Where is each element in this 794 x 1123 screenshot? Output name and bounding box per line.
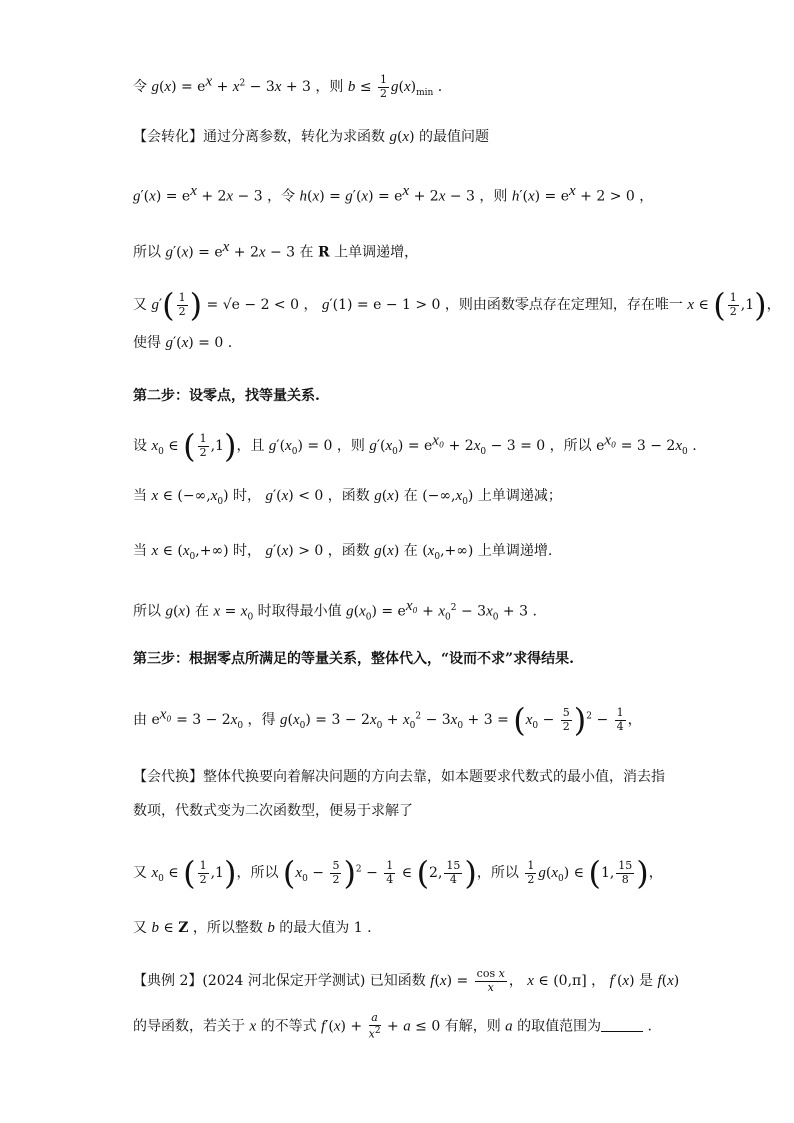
line-4: 所以 $g'(x) = e^x + 2x - 3$ 在 R 上单调递增， [133, 239, 419, 261]
step3-heading: 第三步：根据零点所满足的等量关系，整体代入，“设而不求”求得结果. [133, 651, 574, 667]
line-16: 又 $x_0$ ∈ ( $\frac{1}{2}$ ,1)，所以 ($x_0$ − $\frac{5}{2}$ )$^2$ − $\frac{1}{4}$ ∈ (2, $\frac{15}{4}$ )，所以 $\frac{1}{2}$ $g(x_0)$ ∈ (1, $\frac{15}{8}$ )， [133, 854, 663, 893]
label-hui-zhuanhua: 【会转化】 [133, 129, 203, 145]
line-2: 【会转化】通过分离参数，转化为求函数 g(x) 的最值问题 [133, 129, 490, 145]
line-14: 【会代换】整体代换要向着解决问题的方向去靠，如本题要求代数式的最小值，消去指 [133, 769, 665, 785]
line-17: 又 b ∈ Z ，所以整数 b 的最大值为 1 . [133, 920, 372, 936]
line-9: 当 x ∈ $(-\infty,x_0)$ 时， g′(x) < 0 ，函数 g(x) 在 $(-\infty,x_0)$ 上单调递减； [133, 488, 562, 507]
line-3: $g'(x) = e^x + 2x - 3$ ，令 $h(x) = g'(x) = e^x + 2x - 3$ ，则 $h'(x) = e^x + 2 > 0$ ， [133, 183, 654, 205]
line-8: 设 $x_0$ ∈ ( $\frac{1}{2}$ ,1)，且 $g'(x_0) = 0$ ，则 $g'(x_0) = e^{x_0} + 2x_0 - 3 = 0$ ，所以 $e^{x_0} = 3 - 2x_0$ . [133, 427, 697, 466]
line-13: 由 $e^{x_0} = 3 - 2x_0$ ，得 $g(x_0) = 3 - 2x_0 + x_0^2 - 3x_0 + 3 = (x_0$ − $\frac{5}{2}$ )$^2$ − $\frac{1}{4}$ ， [133, 701, 642, 740]
line-5: 又 g′( $\frac{1}{2}$ ) = √e − 2 < 0 ， g′(1) = e − 1 > 0 ，则由函数零点存在定理知，存在唯一 x ∈ ( $\frac{1}{2}$ ,1)， [133, 286, 781, 325]
label-dianli-2: 【典例 2】 [133, 973, 203, 990]
line-10: 当 x ∈ $(x_0,+\infty)$ 时， g′(x) > 0 ，函数 g(x) 在 $(x_0,+\infty)$ 上单调递增. [133, 543, 553, 562]
line-15: 数项，代数式变为二次函数型，便易于求解了 [133, 803, 413, 819]
answer-blank [601, 1017, 643, 1032]
line-1: 令 $g(x) = e^x + x^2 - 3x + 3$ ，则 b ≤ $\frac{1}{2}$ $g(x)_{min}$ . [133, 73, 443, 100]
label-hui-daihuan: 【会代换】 [133, 769, 203, 785]
line-6: 使得 g′(x) = 0 . [133, 335, 233, 351]
line-18: 【典例 2】(2024 河北保定开学测试) 已知函数 f(x) = $\frac{\text{cos x}}{x}$ ， x ∈ (0,π] ， f′(x) 是 f(x) [133, 967, 680, 994]
step2-heading: 第二步：设零点，找等量关系. [133, 388, 320, 404]
line-19: 的导函数，若关于 x 的不等式 f′(x) + $\frac{a}{x^2}$ + a ≤ 0 有解，则 a 的取值范围为 . [133, 1011, 653, 1041]
line-11: 所以 g(x) 在 $x = x_0$ 时取得最小值 $g(x_0) = e^{x_0} + x_0^2 - 3x_0 + 3$ . [133, 598, 537, 623]
